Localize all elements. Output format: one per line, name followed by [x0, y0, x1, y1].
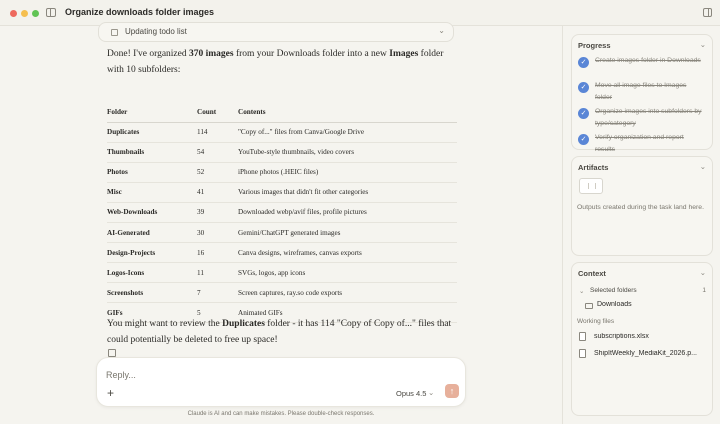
folder-contents: Screen captures, ray.so code exports: [238, 283, 457, 303]
panel-toggle-icon[interactable]: [703, 8, 712, 17]
folder-contents: iPhone photos (.HEIC files): [238, 162, 457, 182]
folder-contents: "Copy of..." files from Canva/Google Drive: [238, 122, 457, 142]
header-count: Count: [197, 102, 238, 122]
folder-count: 114: [197, 122, 238, 142]
folder-count: 5: [197, 303, 238, 323]
artifacts-title: Artifacts: [578, 163, 609, 172]
outro-text-2: folder - it has 114 "Copy of Copy of..." files that could potentially be deleted to free up space!: [107, 319, 452, 345]
table-row: [107, 222, 457, 242]
folder-contents: Downloaded webp/avif files, profile pictures: [238, 202, 457, 222]
progress-item-label: Verify organization and report results: [595, 134, 684, 153]
table-header-row: [107, 102, 457, 122]
folder-name: Thumbnails: [107, 142, 197, 162]
progress-title: Progress: [578, 41, 611, 50]
folder-count: 41: [197, 182, 238, 202]
selected-folders-label[interactable]: Selected folders: [590, 287, 637, 294]
folder-count: 39: [197, 202, 238, 222]
header-contents: Contents: [238, 102, 457, 122]
todo-status-label: Updating todo list: [125, 27, 187, 36]
close-window-button[interactable]: [10, 10, 17, 17]
folder-count: 7: [197, 283, 238, 303]
table-row: [107, 122, 457, 142]
checkmark-icon: ✓: [578, 108, 589, 119]
context-folder-downloads[interactable]: Downloads: [597, 301, 632, 308]
right-panel: [562, 26, 720, 424]
zoom-window-button[interactable]: [32, 10, 39, 17]
folder-contents: Gemini/ChatGPT generated images: [238, 222, 457, 242]
working-files-label: Working files: [577, 318, 615, 325]
chevron-down-icon[interactable]: ⌄: [699, 268, 706, 277]
folder-contents: Canva designs, wireframes, canvas exports: [238, 243, 457, 263]
selected-folders-count: 1: [702, 287, 706, 294]
folder-name: GIFs: [107, 303, 197, 323]
send-button[interactable]: ↑: [445, 384, 459, 398]
folder-contents: Various images that didn't fit other categories: [238, 182, 457, 202]
intro-text-3: folder with 10 subfolders:: [107, 49, 444, 75]
folder-name: Duplicates: [107, 122, 197, 142]
folder-count: 30: [197, 222, 238, 242]
checklist-icon: [111, 29, 118, 36]
folder-contents: SVGs, logos, app icons: [238, 263, 457, 283]
folder-count: 16: [197, 243, 238, 263]
table-row: [107, 202, 457, 222]
folder-name: Logos-Icons: [107, 263, 197, 283]
file-icon: [579, 349, 586, 358]
checkmark-icon: ✓: [578, 57, 589, 68]
table-row: [107, 263, 457, 283]
chevron-down-icon[interactable]: ⌄: [699, 40, 706, 49]
folder-name: Screenshots: [107, 283, 197, 303]
todo-status-pill[interactable]: [98, 22, 454, 42]
artifact-placeholder-icon: [579, 178, 603, 194]
intro-folder-name: Images: [389, 49, 419, 59]
reply-composer: [96, 357, 466, 407]
window-title: Organize downloads folder images: [65, 7, 215, 17]
table-row: [107, 243, 457, 263]
file-icon: [579, 332, 586, 341]
working-file-item[interactable]: ShipItWeekly_MediaKit_2026.p...: [594, 350, 697, 357]
context-title: Context: [578, 269, 606, 278]
folder-name: Photos: [107, 162, 197, 182]
assistant-outro-text: [107, 316, 462, 348]
folder-name: AI-Generated: [107, 222, 197, 242]
table-row: [107, 142, 457, 162]
chevron-down-icon[interactable]: ⌄: [699, 162, 706, 171]
checkmark-icon: ✓: [578, 134, 589, 145]
minimize-window-button[interactable]: [21, 10, 28, 17]
folder-icon: [585, 303, 593, 309]
intro-image-count: 370 images: [189, 49, 234, 59]
folder-count: 54: [197, 142, 238, 162]
working-file-item[interactable]: subscriptions.xlsx: [594, 333, 649, 340]
folder-count: 52: [197, 162, 238, 182]
artifacts-empty-text: Outputs created during the task land here.: [577, 204, 704, 211]
progress-item-label: Create images folder in Downloads: [595, 57, 701, 64]
progress-item-label: Organize images into subfolders by type/category: [595, 108, 702, 127]
table-row: [107, 283, 457, 303]
chevron-down-icon[interactable]: ⌄: [438, 26, 445, 35]
reply-input[interactable]: [106, 367, 406, 383]
folder-contents: Animated GIFs: [238, 303, 457, 323]
intro-text-2: from your Downloads folder into a new: [233, 49, 390, 59]
table-row: [107, 162, 457, 182]
chevron-down-icon[interactable]: ⌄: [579, 288, 585, 295]
folder-contents: YouTube-style thumbnails, video covers: [238, 142, 457, 162]
progress-item-label: Move all image files to Images folder: [595, 82, 687, 101]
header-folder: Folder: [107, 102, 197, 122]
table-row: [107, 182, 457, 202]
checkmark-icon: ✓: [578, 82, 589, 93]
assistant-intro-text: [107, 46, 462, 78]
outro-folder-name: Duplicates: [222, 319, 265, 329]
copy-icon[interactable]: [108, 349, 116, 357]
chevron-down-icon[interactable]: ⌄: [428, 388, 435, 397]
disclaimer-text: Claude is AI and can make mistakes. Please double-check responses.: [187, 411, 375, 417]
intro-text-1: Done! I've organized: [107, 49, 189, 59]
folder-name: Web-Downloads: [107, 202, 197, 222]
add-attachment-button[interactable]: +: [107, 386, 115, 400]
folder-name: Design-Projects: [107, 243, 197, 263]
outro-text-1: You might want to review the: [107, 319, 223, 329]
folders-table: [107, 102, 457, 323]
folder-name: Misc: [107, 182, 197, 202]
folder-count: 11: [197, 263, 238, 283]
sidebar-toggle-icon[interactable]: [46, 8, 56, 17]
progress-card: [571, 34, 713, 153]
model-selector[interactable]: Opus 4.5: [396, 389, 427, 398]
